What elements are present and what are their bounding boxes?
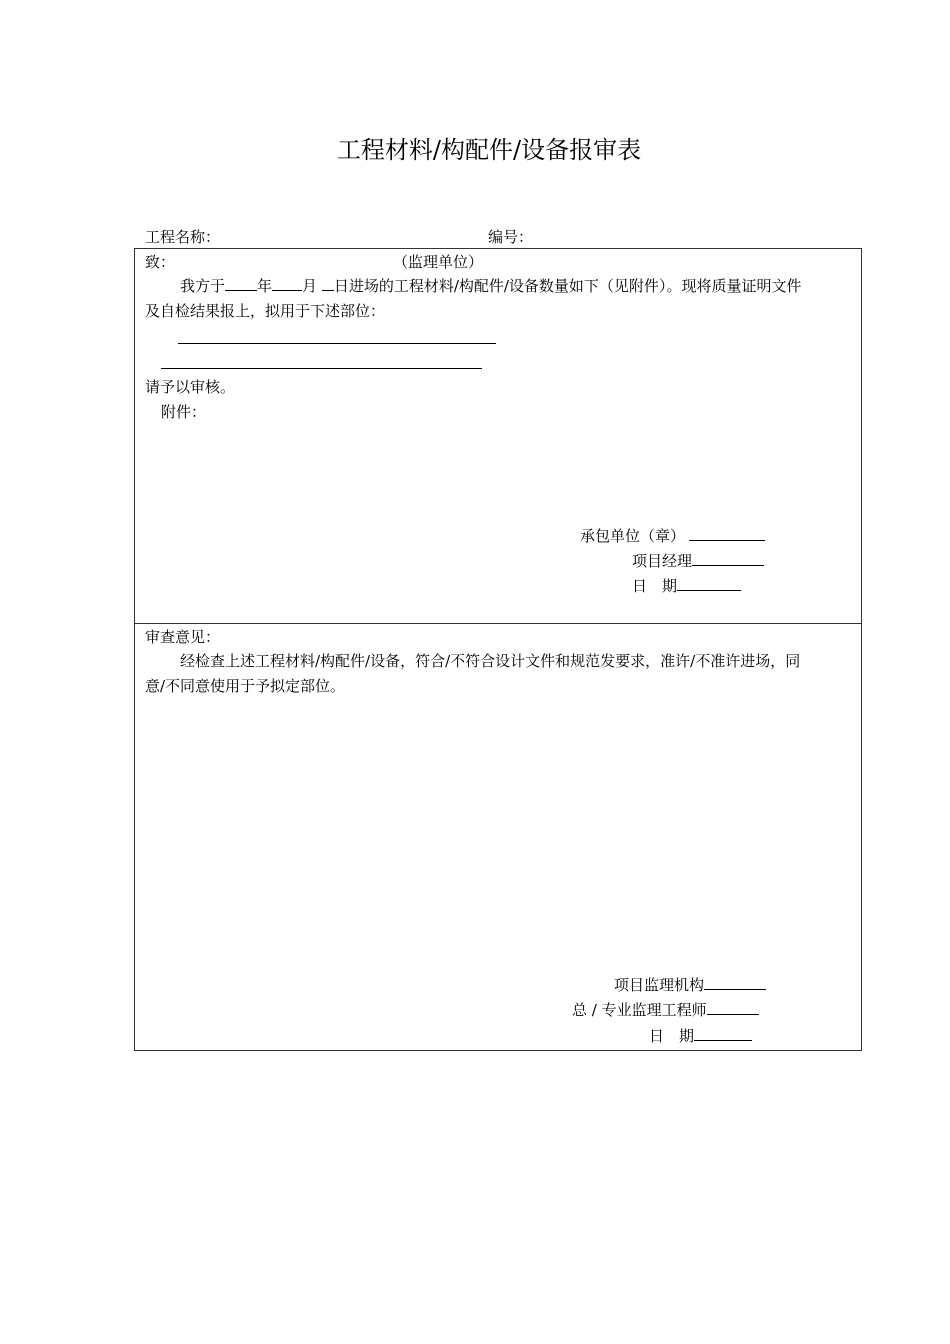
year-blank[interactable]	[225, 276, 257, 291]
contractor-date-blank[interactable]	[677, 576, 741, 591]
location-blank-2[interactable]	[161, 368, 482, 369]
review-date-label: 日 期	[649, 1027, 695, 1045]
review-opinion-line2: 意/不同意使用于予拟定部位。	[145, 677, 346, 695]
month-blank[interactable]	[272, 276, 302, 291]
review-date-blank[interactable]	[694, 1026, 752, 1041]
contractor-blank[interactable]	[689, 526, 765, 541]
contractor-date-line	[632, 576, 741, 596]
engineer-label: 总 / 专业监理工程师	[572, 1001, 707, 1019]
statement-suffix: 日进场的工程材料/构配件/设备数量如下（见附件）。现将质量证明文件	[333, 277, 802, 295]
project-name-label: 工程名称：	[145, 228, 221, 246]
to-label: 致：	[145, 253, 176, 271]
year-label: 年	[257, 277, 273, 295]
project-manager-label: 项目经理	[632, 552, 693, 570]
supervision-org-line	[614, 975, 766, 995]
statement-prefix: 我方于	[180, 277, 226, 295]
supervision-org-label: 项目监理机构	[614, 976, 705, 994]
month-label: 月	[302, 277, 318, 295]
entry-statement-line2: 及自检结果报上，拟用于下述部位：	[145, 302, 386, 320]
review-opinion-line1: 经检查上述工程材料/构配件/设备，符合/不符合设计文件和规范发要求，准许/不准许进场，同	[180, 652, 801, 670]
location-blank-1[interactable]	[178, 343, 496, 344]
contractor-label: 承包单位（章）	[580, 527, 686, 545]
day-blank[interactable]	[322, 276, 334, 291]
entry-statement-line1	[180, 276, 801, 296]
review-date-line	[649, 1026, 752, 1046]
supervisor-unit-label: （监理单位）	[393, 253, 484, 271]
form-title: 工程材料/构配件/设备报审表	[336, 136, 642, 164]
engineer-blank[interactable]	[707, 1000, 759, 1015]
review-opinion-label: 审查意见：	[145, 628, 221, 646]
contractor-date-label: 日 期	[632, 577, 678, 595]
project-manager-blank[interactable]	[692, 551, 764, 566]
review-request: 请予以审核。	[145, 378, 236, 396]
contractor-signature-line	[580, 526, 765, 546]
attachment-label: 附件：	[161, 403, 207, 421]
engineer-line	[572, 1000, 759, 1020]
project-manager-line	[632, 551, 764, 571]
number-label: 编号：	[488, 228, 534, 246]
supervision-org-blank[interactable]	[704, 975, 766, 990]
